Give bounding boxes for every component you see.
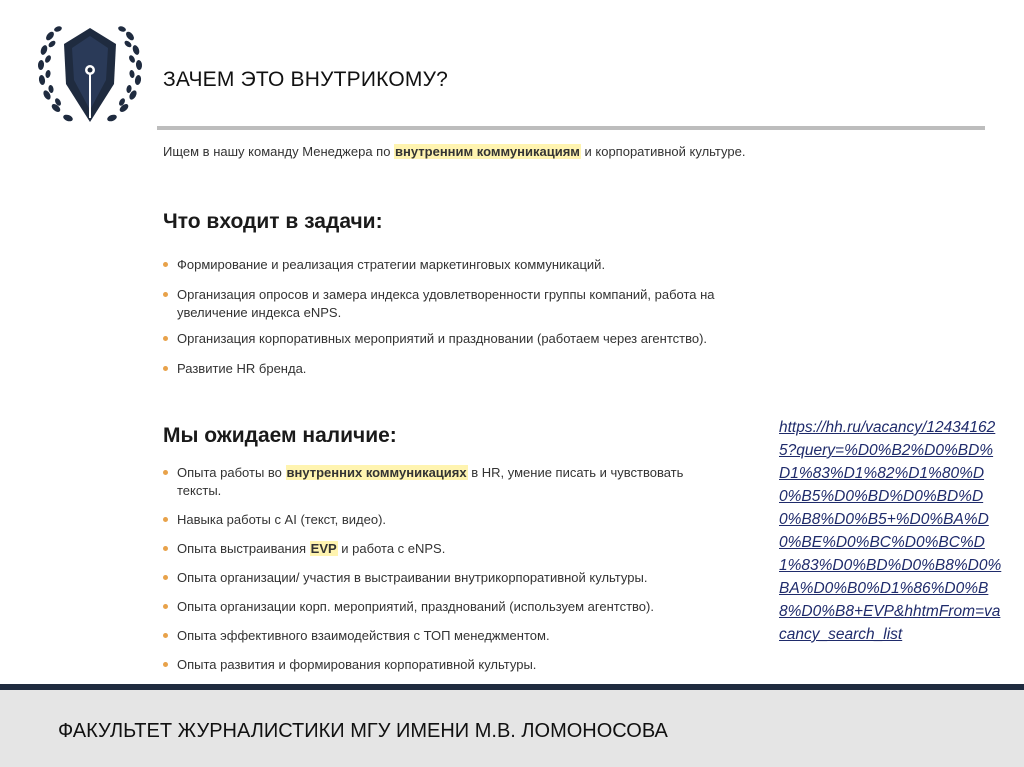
list-item: Организация опросов и замера индекса удовлетворенности группы компаний, работа на увеличение индекса eNPS. bbox=[163, 286, 763, 322]
list-item: Опыта организации/ участия в выстраивании внутрикорпоративной культуры. bbox=[163, 569, 723, 587]
title-divider bbox=[157, 126, 985, 130]
list-item: Опыта организации корп. мероприятий, празднований (используем агентство). bbox=[163, 598, 723, 616]
bullet-icon bbox=[163, 292, 168, 297]
intro-text: Ищем в нашу команду Менеджера по bbox=[163, 144, 395, 159]
list-item: Опыта развития и формирования корпоративной культуры. bbox=[163, 656, 723, 674]
expect-heading: Мы ожидаем наличие: bbox=[163, 424, 397, 447]
bullet-icon bbox=[163, 575, 168, 580]
footer bbox=[0, 690, 1024, 767]
bullet-icon bbox=[163, 546, 168, 551]
list-item: Опыта работы во внутренних коммуникациях в HR, умение писать и чувствовать тексты. bbox=[163, 464, 723, 500]
bullet-icon bbox=[163, 662, 168, 667]
vacancy-source-link[interactable]: https://hh.ru/vacancy/124341625?query=%D0%B2%D0%BD%D1%83%D1%82%D1%80%D0%B5%D0%BD%D0%BD%D0%B8%D0%B5+%D0%BA%D0%BE%D0%BC%D0%BC%D1%83%D0%BD%D0%B8%D0%BA%D0%B0%D1%86%D0%B8%D0%B8+EVP&hhtmFrom=vacancy_search_list bbox=[779, 419, 1002, 643]
intro-highlight: внутренним коммуникациям bbox=[395, 144, 580, 159]
expect-list bbox=[163, 464, 723, 674]
footer-faculty-name: ФАКУЛЬТЕТ ЖУРНАЛИСТИКИ МГУ ИМЕНИ М.В. ЛОМОНОСОВА bbox=[58, 720, 668, 742]
bullet-icon bbox=[163, 366, 168, 371]
tasks-list bbox=[163, 256, 763, 378]
pen-nib-laurel-icon bbox=[36, 14, 144, 136]
list-item: Навыка работы с AI (текст, видео). bbox=[163, 511, 723, 529]
faculty-logo bbox=[36, 14, 144, 136]
list-item: Опыта эффективного взаимодействия с ТОП менеджментом. bbox=[163, 627, 723, 645]
bullet-icon bbox=[163, 470, 168, 475]
bullet-icon bbox=[163, 262, 168, 267]
bullet-icon bbox=[163, 336, 168, 341]
tasks-heading: Что входит в задачи: bbox=[163, 210, 383, 233]
slide-title: ЗАЧЕМ ЭТО ВНУТРИКОМУ? bbox=[163, 68, 449, 91]
list-item: Организация корпоративных мероприятий и праздновании (работаем через агентство). bbox=[163, 330, 763, 348]
bullet-icon bbox=[163, 517, 168, 522]
list-item: Опыта выстраивания EVP и работа с eNPS. bbox=[163, 540, 723, 558]
vacancy-intro bbox=[163, 142, 763, 161]
bullet-icon bbox=[163, 633, 168, 638]
list-item: Формирование и реализация стратегии маркетинговых коммуникаций. bbox=[163, 256, 763, 274]
intro-text-end: и корпоративной культуре. bbox=[580, 144, 746, 159]
list-item: Развитие HR бренда. bbox=[163, 360, 763, 378]
bullet-icon bbox=[163, 604, 168, 609]
